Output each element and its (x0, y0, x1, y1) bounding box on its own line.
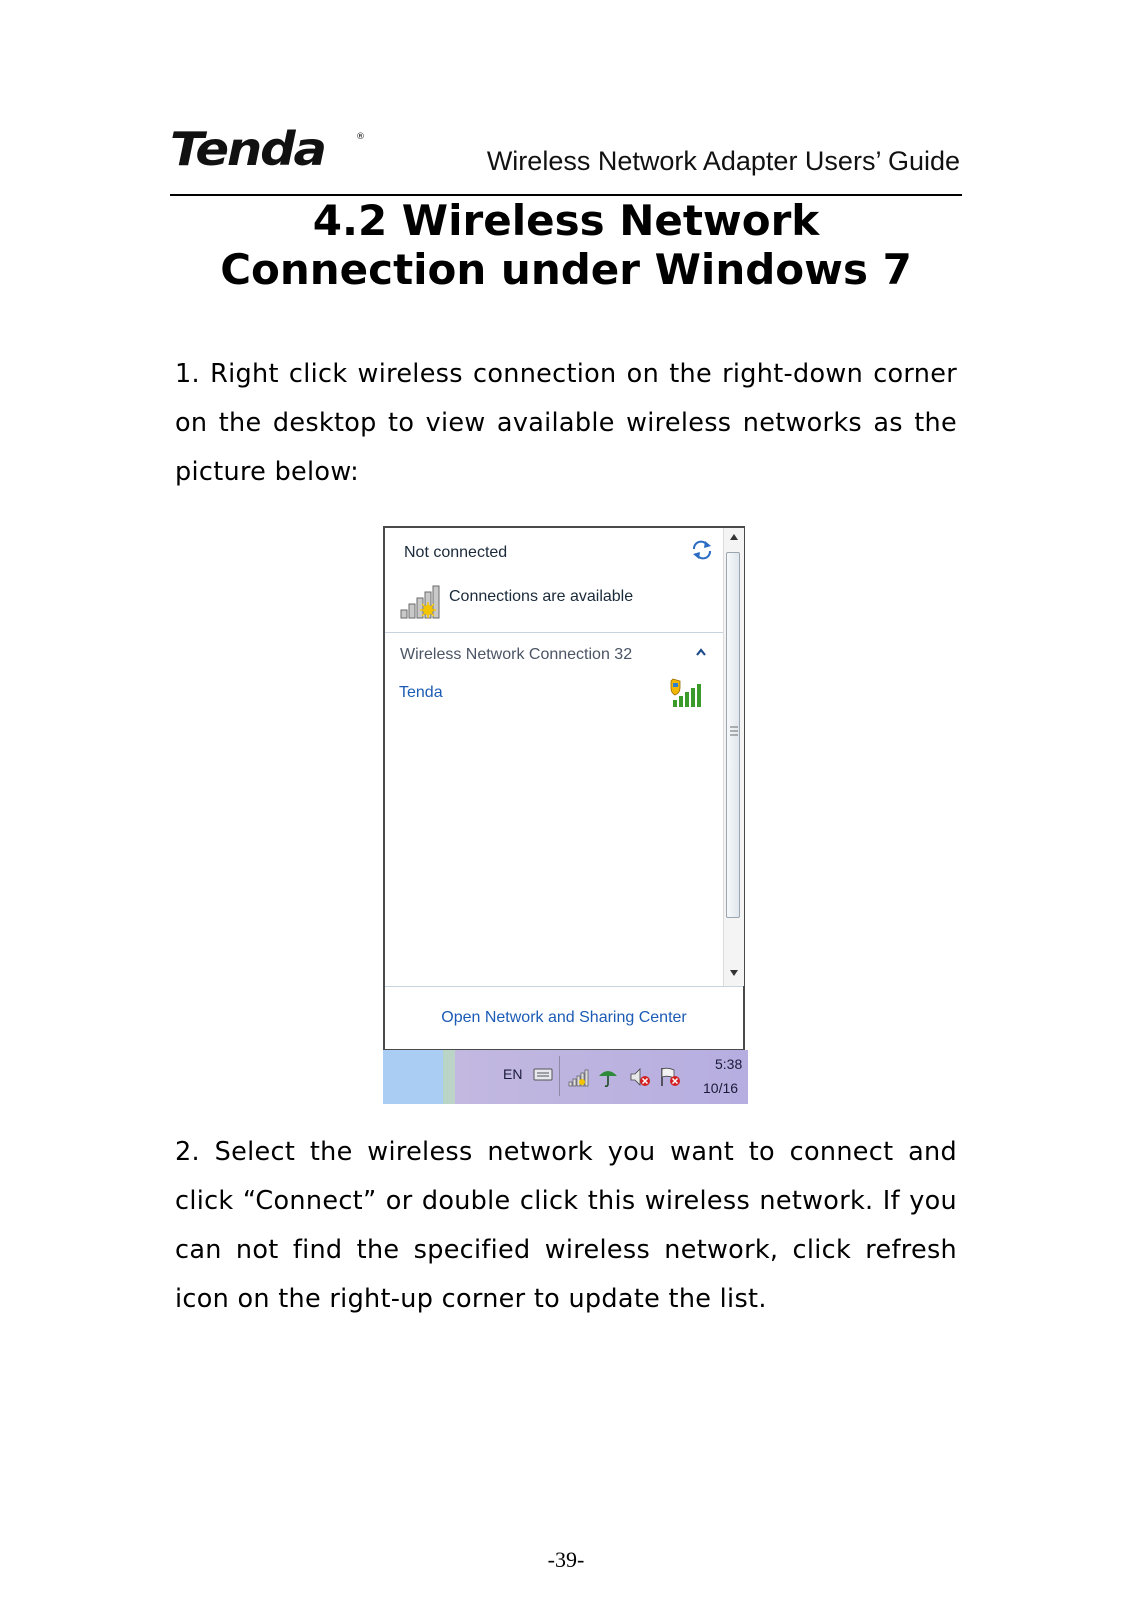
tenda-logo (170, 122, 370, 178)
connection-name[interactable]: Wireless Network Connection 32 (400, 646, 633, 663)
section-title (170, 196, 962, 294)
page-header (170, 122, 962, 196)
scroll-thumb[interactable] (726, 552, 740, 918)
keyboard-icon[interactable] (533, 1066, 553, 1082)
taskbar (383, 1050, 748, 1104)
umbrella-icon[interactable] (597, 1066, 619, 1088)
action-center-flag-icon[interactable] (659, 1066, 681, 1088)
windows-network-screenshot (383, 526, 748, 1104)
connection-status-section (385, 528, 723, 633)
taskbar-divider (559, 1056, 560, 1096)
section-title-line2: Connection under Windows 7 (220, 245, 912, 294)
page-number: -39- (547, 1547, 585, 1572)
step2-paragraph: 2. Select the wireless network you want to connect and click “Connect” or double click this wireless network. If you can not find the specified wireless network, click refresh icon on the right-up corner to update the list. (175, 1137, 957, 1314)
scroll-down-icon[interactable] (730, 970, 738, 976)
scroll-up-icon[interactable] (730, 534, 738, 540)
grip-icon (730, 725, 738, 737)
network-flyout (383, 526, 745, 1050)
logo-text: Tenda (170, 122, 325, 176)
network-tray-icon[interactable] (567, 1066, 589, 1088)
secured-signal-icon[interactable] (669, 678, 705, 708)
clock-date[interactable]: 10/16 (703, 1080, 739, 1096)
availability-text: Connections are available (449, 588, 634, 605)
step1-paragraph: 1. Right click wireless connection on the right-down corner on the desktop to view available wireless networks as the picture below: (175, 359, 957, 487)
status-text: Not connected (404, 544, 508, 561)
volume-muted-icon[interactable] (629, 1066, 651, 1088)
registered-mark: ® (356, 132, 365, 142)
refresh-icon[interactable] (691, 540, 713, 560)
language-indicator[interactable]: EN (503, 1066, 523, 1082)
collapse-icon[interactable] (695, 646, 707, 658)
scrollbar[interactable] (723, 528, 744, 986)
clock-time[interactable]: 5:38 (715, 1056, 743, 1072)
signal-available-icon (399, 584, 443, 620)
open-network-sharing-center-link[interactable]: Open Network and Sharing Center (441, 1009, 687, 1026)
guide-title: Wireless Network Adapter Users’ Guide (486, 146, 960, 176)
section-title-line1: 4.2 Wireless Network (312, 196, 820, 245)
network-tenda-item[interactable]: Tenda (399, 684, 443, 701)
flyout-footer (385, 986, 743, 1049)
